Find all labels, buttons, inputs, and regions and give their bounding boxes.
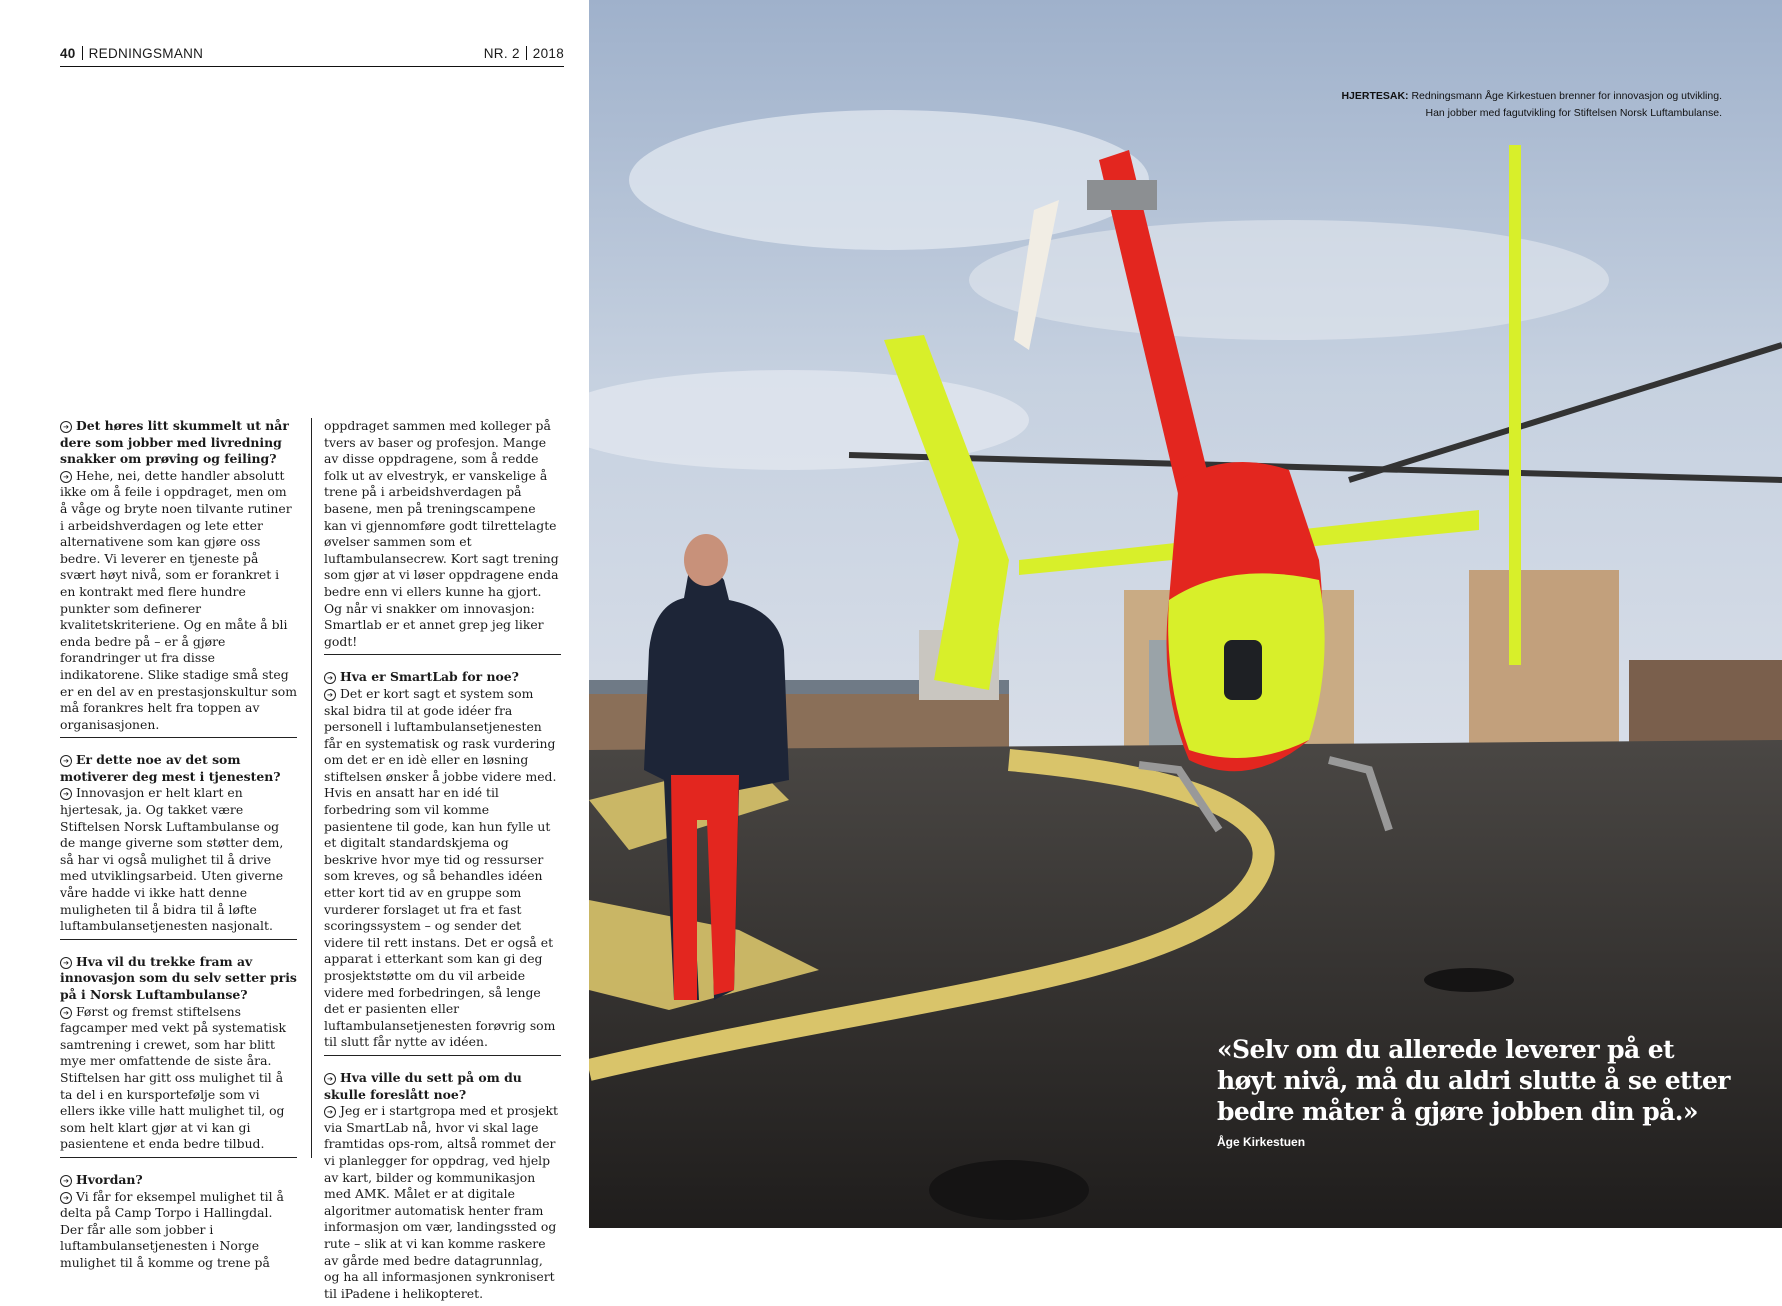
header-left [60, 46, 203, 61]
question: ➔ Hva ville du sett på om du skulle foreslått noe? [324, 1069, 522, 1102]
header-right [484, 46, 564, 61]
answer: ➔ Vi får for eksempel mulighet til å delta på Camp Torpo i Hallingdal. Der får alle som jobber i luftambulansetjenesten i Norge mulighet til å komme og trene på [60, 1188, 284, 1270]
arrow-icon: ➔ [60, 471, 72, 483]
qa-block [60, 418, 297, 737]
qa-block [324, 1055, 561, 1306]
question: ➔ Hva er SmartLab for noe? [324, 669, 561, 686]
tower-building [1469, 570, 1619, 760]
arrow-icon: ➔ [324, 1106, 336, 1118]
magazine-name: REDNINGSMANN [88, 46, 204, 61]
floor-light [1424, 968, 1514, 992]
floor-hatch [929, 1160, 1089, 1220]
qa-block [60, 939, 297, 1157]
pull-quote: «Selv om du allerede leverer på et høyt nivå, må du aldri slutte å se etter bedre måter å gjøre jobben din på.» [1217, 1035, 1730, 1126]
arrow-icon: ➔ [324, 689, 336, 701]
question: ➔ Det høres litt skummelt ut når dere som jobber med livredning snakker om prøving og feiling? [60, 418, 289, 467]
person-head [684, 534, 728, 586]
arrow-icon: ➔ [324, 672, 336, 684]
caption-line-2: Han jobber med fagutvikling for Stiftelsen Norsk Luftambulanse. [1425, 107, 1722, 119]
left-page [0, 0, 589, 1301]
arrow-icon: ➔ [60, 1192, 72, 1204]
answer-continued: oppdraget sammen med kolleger på tvers av baser og profesjon. Mange av disse oppdragene, som å redde folk ut av elvestryk, er vanskelige å trene på i arbeidshverdagen på basene, men på treningscampene kan vi gjennomføre godt tilrettelagte øvelser sammen som et luftambulansecrew. Kort sagt trening som gjør at vi løser oppdragene enda bedre enn vi ellers kunne ha gjort. Og når vi snakker om innovasjon: Smartlab er et annet grep jeg liker godt! [324, 418, 559, 649]
answer: ➔ Det er kort sagt et system som skal bidra til at gode idéer fra personell i luftambulansetjenesten får en systematisk og rask vurdering om det er en idè eller en løsning stiftelsen ønsker å jobbe videre med. Hvis en ansatt har en idé til forbedring som vil komme pasientene til gode, kan hun fylle ut et digitalt standardskjema og beskrive hvor mye tid og ressurser som kreves, og så behandles idéen etter kort tid av en gruppe som vurderer forslaget ut fra et fast scoringssystem – og sender det videre til rett instans. Det er også et apparat i etterkant som kan gi deg prosjektstøtte om du vil arbeide videre med forbedringen, så lenge det er pasienten eller luftambulansetjenesten forøvrig som til slutt får nytte av idéen. [324, 685, 557, 1050]
cloud [629, 110, 1149, 250]
issue-year: 2018 [532, 46, 564, 61]
arrow-icon: ➔ [60, 1007, 72, 1019]
qa-block [60, 737, 297, 939]
arrow-icon: ➔ [60, 1175, 72, 1187]
answer: ➔ Først og fremst stiftelsens fagcamper med vekt på systematisk samtrening i crewet, som har blitt mye mer omfattende de siste åra. Stiftelsen har gitt oss mulighet til å ta del i en kursportefølje som vi ellers ikke ville hatt mulighet til, og som helt klart gjør at vi kan gi pasientene et enda bedre tilbud. [60, 1003, 287, 1152]
helipad-tarmac [589, 740, 1782, 1228]
quote-author: Åge Kirkestuen [1217, 1135, 1306, 1149]
qa-block [324, 418, 561, 654]
question: ➔ Hva vil du trekke fram av innovasjon som du selv setter pris på i Norsk Luftambulanse? [60, 953, 297, 1002]
tail-rotor-hub [1087, 180, 1157, 210]
issue-number: NR. 2 [483, 46, 520, 61]
caption-line-1: HJERTESAK: Redningsmann Åge Kirkestuen brenner for innovasjon og utvikling. [1341, 90, 1722, 102]
answer: ➔ Jeg er i startgropa med et prosjekt via SmartLab nå, hvor vi skal lage framtidas ops-rom, altså rommet der vi planlegger for oppdrag, ved hjelp av kart, bilder og kommunikasjon med AMK. Målet er at digitale algoritmer automatisk henter fram informasjon om vær, landingssted og rute – slik at vi kan komme raskere av gårde med bedre datagrunnlag, og ha all informasjonen synkronisert til iPadene i helikopteret. [324, 1103, 559, 1301]
question: ➔ Er dette noe av det som motiverer deg mest i tjenesten? [60, 752, 281, 784]
helicopter-window [1224, 640, 1262, 700]
arrow-icon: ➔ [60, 788, 72, 800]
text-column-1 [60, 418, 297, 1276]
answer: ➔ Innovasjon er helt klart en hjertesak, ja. Og takket være Stiftelsen Norsk Luftambulanse og de mange giverne som støtter dem, så har vi også mulighet til å drive med utviklingsarbeid. Uten giverne våre hadde vi ikke hatt denne muligheten til å bidra til å løfte luftambulansetjenesten nasjonalt. [60, 785, 284, 934]
question: ➔ Hvordan? [60, 1172, 297, 1189]
answer: ➔ Hehe, nei, dette handler absolutt ikke om å feile i oppdraget, men om å våge og bryte noen tilvante rutiner i arbeidshverdagen og lete etter alternativene som kan gjøre oss bedre. Vi leverer en tjeneste på svært høyt nivå, som er forankret i en kontrakt med flere hundre punkter som definerer kvalitetskriteriene. Og en måte å bli enda bedre på – er å gjøre forandringer ut fra disse indikatorene. Slike stadige små steg er en del av en prestasjonskultur som må forankres helt fra toppen av organisasjonen. [60, 467, 297, 732]
arrow-icon: ➔ [60, 421, 72, 433]
photo-caption [1341, 88, 1722, 122]
vertical-rotor-blade [1509, 145, 1521, 665]
text-column-2 [324, 418, 561, 1306]
running-header [60, 44, 564, 67]
arrow-icon: ➔ [60, 957, 72, 969]
arrow-icon: ➔ [324, 1073, 336, 1085]
qa-block [60, 1157, 297, 1276]
page-number: 40 [60, 46, 76, 61]
column-divider [311, 418, 312, 1158]
arrow-icon: ➔ [60, 755, 72, 767]
qa-block [324, 654, 561, 1055]
